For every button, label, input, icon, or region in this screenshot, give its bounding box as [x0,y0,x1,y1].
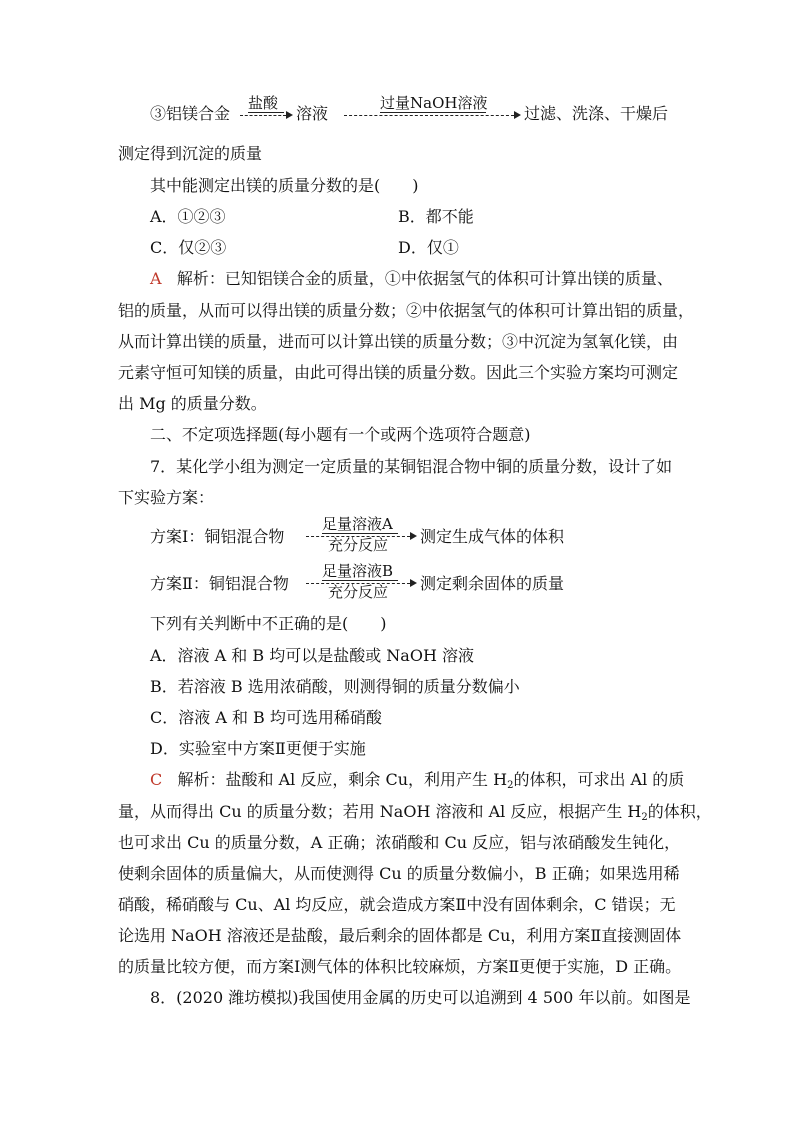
q7-a2-sub: 2 [641,812,648,823]
q7-plan2-bottom: 充分反应 [328,583,389,601]
q7-analysis-line2 [118,801,712,823]
q6-item3-start: ③铝镁合金 [150,104,231,123]
q7-plan1-dashes [306,536,410,538]
q7-option-c: C．溶液 A 和 B 均可选用稀硝酸 [150,708,382,727]
q7-analysis-line5: 硝酸，稀硝酸与 Cu、Al 均反应，就会造成方案Ⅱ中没有固体剩余，C 错误；无 [118,895,676,914]
q6-stem: 其中能测定出镁的质量分数的是( ) [150,176,419,195]
q7-a1-pre: 盐酸和 Al 反应，剩余 Cu，利用产生 H [225,770,508,789]
q7-analysis-line1 [150,769,684,791]
q6-analysis-line2: 铝的质量，从而可以得出镁的质量分数；②中依据氢气的体积可计算出铝的质量， [118,301,695,320]
q6-item3-reagent2: 过量NaOH溶液 [380,94,488,112]
q6-analysis-line1 [150,268,673,290]
q7-plan1-bar [322,533,398,534]
q8-stem-line1: 8．(2020 潍坊模拟)我国使用金属的历史可以追溯到 4 500 年以前。如图是 [150,988,691,1007]
q7-a2-pre: 量，从而得出 Cu 的质量分数；若用 NaOH 溶液和 Al 反应，根据产生 H [118,802,642,821]
q6-item3-end: 过滤、洗涤、干燥后 [524,104,669,123]
q7-option-d: D．实验室中方案Ⅱ更便于实施 [150,739,366,758]
q7-plan2-bar [322,580,398,581]
q7-plan2-start: 方案Ⅱ：铜铝混合物 [150,574,289,593]
q7-plan1-arrow-head [410,532,417,540]
section2-heading: 二、不定项选择题(每小题有一个或两个选项符合题意) [150,425,531,444]
q7-plan1-end: 测定生成气体的体积 [420,527,565,546]
q7-stem-line2: 下实验方案： [118,488,215,507]
q7-plan2-arrow-head [410,579,417,587]
q6-option-a: A．①②③ [150,207,226,226]
q6-analysis-label: 解析： [176,269,225,288]
q7-plan2-top: 足量溶液B [322,562,394,580]
q6-answer: A [150,269,162,288]
q6-analysis-line5: 出 Mg 的质量分数。 [118,394,267,413]
q6-option-b: B．都不能 [398,207,474,226]
q7-analysis-line3: 也可求出 Cu 的质量分数，A 正确；浓硝酸和 Cu 反应，铝与浓硝酸发生钝化， [118,833,681,852]
q6-option-c: C．仅②③ [150,238,227,257]
q6-option-d: D．仅① [398,238,459,257]
q7-a1-post: 的体积，可求出 Al 的质 [513,770,685,789]
q6-item3-mid: 溶液 [296,104,329,123]
q6-analysis-line3: 从而计算出镁的质量，进而可以计算出镁的质量分数；③中沉淀为氢氧化镁，由 [118,332,679,351]
q6-analysis-line4: 元素守恒可知镁的质量，由此可得出镁的质量分数。因此三个实验方案均可测定 [118,363,679,382]
q6-item3-cont: 测定得到沉淀的质量 [118,144,263,163]
q6-reagent2-bar [380,112,486,113]
q6-arrow1-dashes [240,115,286,117]
q7-stem-line1: 7．某化学小组为测定一定质量的某铜铝混合物中铜的质量分数，设计了如 [150,457,673,476]
q7-plan1-top: 足量溶液A [322,515,393,533]
q7-option-b: B．若溶液 B 选用浓硝酸，则测得铜的质量分数偏小 [150,677,520,696]
q6-item3-reagent1: 盐酸 [248,94,279,112]
q7-analysis-line7: 的质量比较方便，而方案Ⅰ测气体的体积比较麻烦，方案Ⅱ更便于实施，D 正确。 [118,957,682,976]
q7-plan1-start: 方案Ⅰ：铜铝混合物 [150,527,285,546]
q6-arrow2-head [514,111,521,119]
q7-answer: C [150,770,163,789]
q7-option-a: A．溶液 A 和 B 均可以是盐酸或 NaOH 溶液 [150,646,474,665]
q7-plan2-dashes [306,583,410,585]
q6-arrow1-head [286,111,293,119]
q7-plan1-bottom: 充分反应 [328,536,389,554]
q7-question: 下列有关判断中不正确的是( ) [150,614,387,633]
q6-analysis-text1: 已知铝镁合金的质量，①中依据氢气的体积可计算出镁的质量、 [224,269,673,288]
q7-analysis-line6: 论选用 NaOH 溶液还是盐酸，最后剩余的固体都是 Cu，利用方案Ⅱ直接测固体 [118,926,682,945]
q7-a2-post: 的体积， [647,802,712,821]
q6-arrow2-dashes [344,115,514,117]
q7-a1-sub: 2 [507,780,514,791]
q7-analysis-line4: 使剩余固体的质量偏大，从而使测得 Cu 的质量分数偏小，B 正确；如果选用稀 [118,864,680,883]
q7-plan2-end: 测定剩余固体的质量 [420,574,565,593]
q7-analysis-label: 解析： [177,770,226,789]
q6-reagent1-bar [248,112,284,113]
